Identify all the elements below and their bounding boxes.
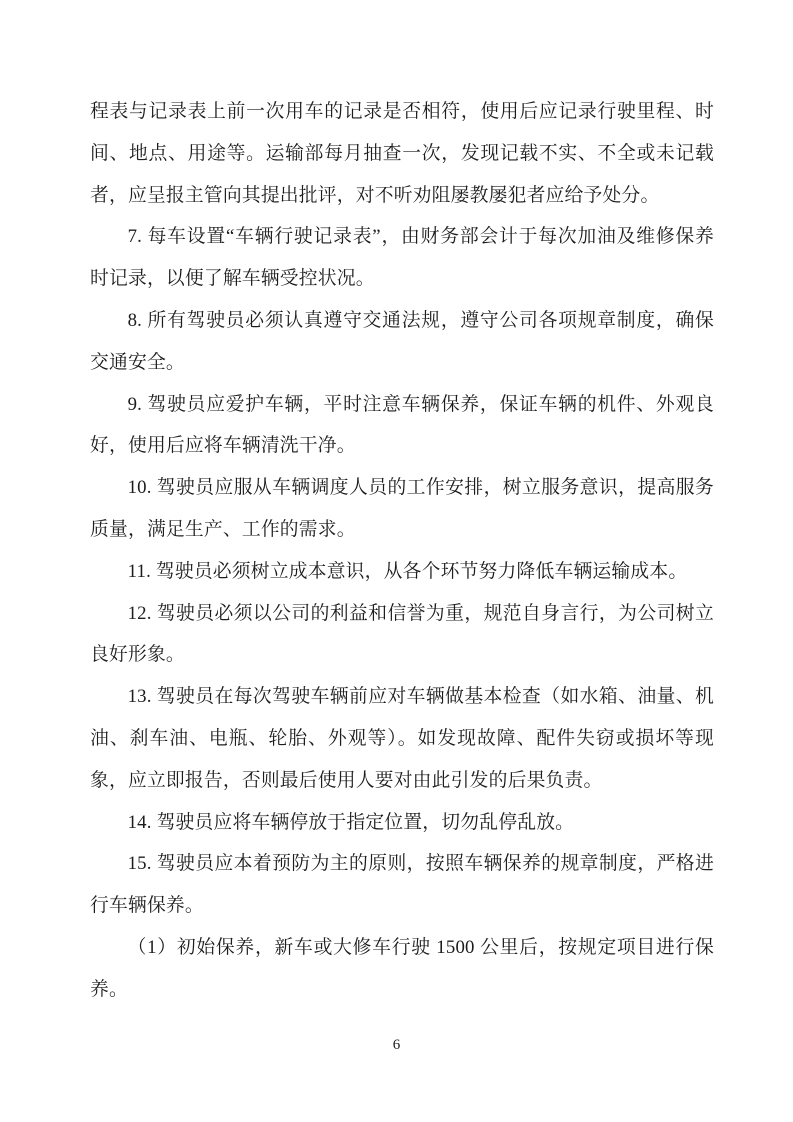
paragraph-rule-14: 14. 驾驶员应将车辆停放于指定位置，切勿乱停乱放。: [127, 811, 575, 833]
paragraph-subitem-1: （1）初始保养，新车或大修车行驶 1500 公里后，按规定项目进行保养。: [90, 936, 714, 1000]
paragraph-rule-13: 13. 驾驶员在每次驾驶车辆前应对车辆做基本检查（如水箱、油量、机油、刹车油、电瓶、轮胎、外观等）。如发现故障、配件失窃或损坏等现象，应立即报告，否则最后使用人要对由此引发的后果负责。: [90, 686, 714, 791]
paragraph-rule-9: 9. 驾驶员应爱护车辆，平时注意车辆保养，保证车辆的机件、外观良好，使用后应将车辆清洗干净。: [90, 393, 714, 457]
paragraph-rule-8: 8. 所有驾驶员必须认真遵守交通法规，遵守公司各项规章制度，确保交通安全。: [90, 309, 714, 373]
page-number: 6: [392, 1037, 401, 1053]
paragraph-rule-7: 7. 每车设置“车辆行驶记录表”，由财务部会计于每次加油及维修保养时记录，以便了解车辆受控状况。: [90, 226, 714, 290]
paragraph-rule-15: 15. 驾驶员应本着预防为主的原则，按照车辆保养的规章制度，严格进行车辆保养。: [90, 853, 714, 917]
paragraph-rule-12: 12. 驾驶员必须以公司的利益和信誉为重，规范自身言行，为公司树立良好形象。: [90, 602, 714, 666]
paragraph-rule-11: 11. 驾驶员必须树立成本意识，从各个环节努力降低车辆运输成本。: [127, 560, 688, 582]
paragraph-rule-10: 10. 驾驶员应服从车辆调度人员的工作安排，树立服务意识，提高服务质量，满足生产、工作的需求。: [90, 477, 714, 540]
document-body: [90, 91, 714, 1011]
paragraph-continuation: 程表与记录表上前一次用车的记录是否相符，使用后应记录行驶里程、时间、地点、用途等。运输部每月抽查一次，发现记载不实、不全或未记载者，应呈报主管向其提出批评，对不听劝阻屡教屡犯者应给予处分。: [90, 101, 714, 206]
